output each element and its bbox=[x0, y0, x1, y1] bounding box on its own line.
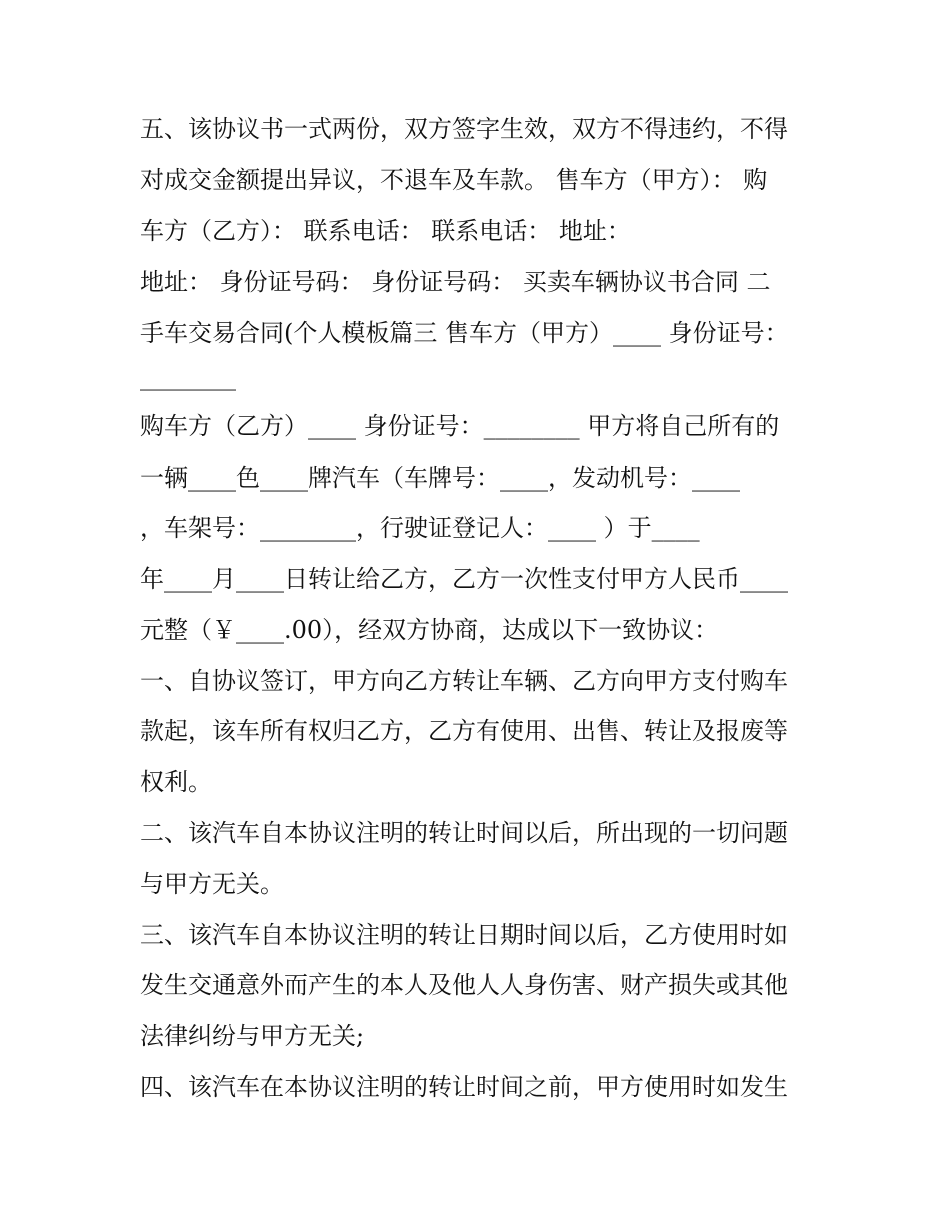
text-line: 权利。 bbox=[140, 768, 212, 796]
text-line: 四、该汽车在本协议注明的转让时间之前，甲方使用时如发生 bbox=[140, 1073, 788, 1101]
text-line: 二、该汽车自本协议注明的转让时间以后，所出现的一切问题 bbox=[140, 819, 788, 847]
text-line: 地址： 身份证号码： 身份证号码： 买卖车辆协议书合同 二 bbox=[140, 268, 771, 296]
text-line: 五、该协议书一式两份，双方签字生效，双方不得违约，不得 bbox=[140, 115, 788, 143]
text-line: 车方（乙方）： 联系电话： 联系电话： 地址： bbox=[140, 217, 631, 245]
text-line: 发生交通意外而产生的本人及他人人身伤害、财产损失或其他 bbox=[140, 971, 788, 999]
text-line: 对成交金额提出异议，不退车及车款。 售车方（甲方）： 购 bbox=[140, 166, 768, 194]
text-line: 元整（￥____.00），经双方协商，达成以下一致协议： bbox=[140, 616, 719, 644]
text-line: 法律纠纷与甲方无关; bbox=[140, 1022, 365, 1050]
text-line: 三、该汽车自本协议注明的转让日期时间以后，乙方使用时如 bbox=[140, 921, 788, 949]
text-line: 一辆____色____牌汽车（车牌号：____，发动机号：____ bbox=[140, 464, 740, 492]
text-line: ________ bbox=[140, 363, 236, 391]
text-line: 手车交易合同(个人模板篇三 售车方（甲方）____ 身份证号： bbox=[140, 319, 789, 347]
text-line: ，车架号：________，行驶证登记人：____ ）于____ bbox=[140, 514, 700, 542]
text-line: 年____月____日转让给乙方，乙方一次性支付甲方人民币____ bbox=[140, 565, 788, 593]
text-line: 一、自协议签订，甲方向乙方转让车辆、乙方向甲方支付购车 bbox=[140, 667, 788, 695]
text-line: 购车方（乙方）____ 身份证号：________ 甲方将自己所有的 bbox=[140, 412, 780, 440]
text-line: 与甲方无关。 bbox=[140, 870, 284, 898]
text-line: 款起，该车所有权归乙方，乙方有使用、出售、转让及报废等 bbox=[140, 717, 788, 745]
